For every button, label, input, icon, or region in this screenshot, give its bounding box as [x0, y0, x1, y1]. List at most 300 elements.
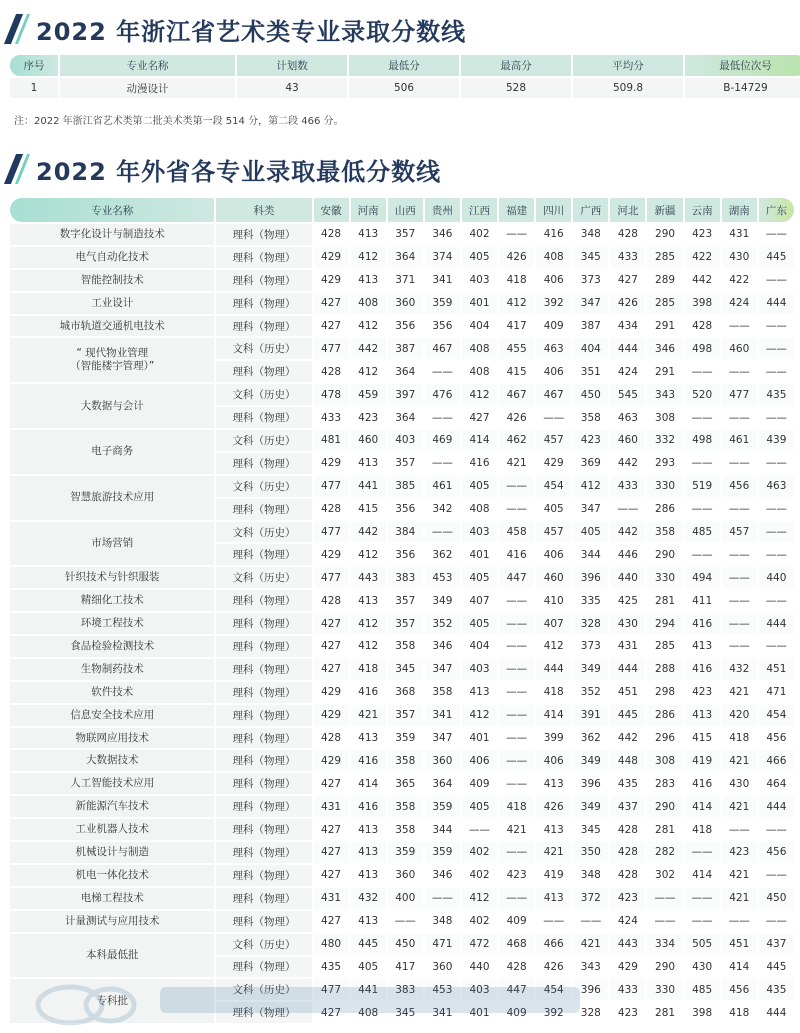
score-cell: 427: [314, 911, 349, 932]
score-cell: 435: [610, 773, 645, 794]
score-cell: 415: [499, 361, 534, 382]
score-cell: ——: [722, 911, 757, 932]
table-row: [10, 888, 794, 909]
major-name-cell: 数字化设计与制造技术: [10, 224, 214, 245]
table-row: [10, 613, 794, 634]
score-cell: 413: [351, 819, 386, 840]
score-cell: 418: [722, 1002, 757, 1023]
score-cell: 360: [388, 293, 423, 314]
score-cell: 418: [722, 728, 757, 749]
score-cell: ——: [759, 316, 794, 337]
column-header: 福建: [499, 198, 534, 222]
score-cell: 414: [351, 773, 386, 794]
score-cell: 405: [573, 522, 608, 543]
column-header: 云南: [685, 198, 720, 222]
column-header: 序号: [10, 55, 58, 76]
major-name-cell: 针织技术与针织服装: [10, 567, 214, 588]
major-name-cell: 智能控制技术: [10, 270, 214, 291]
score-cell: 431: [314, 888, 349, 909]
category-cell: 理科（物理）: [216, 865, 311, 886]
score-cell: 403: [462, 522, 497, 543]
score-cell: 442: [610, 522, 645, 543]
major-name-cell: 机械设计与制造: [10, 842, 214, 863]
score-cell: 414: [722, 957, 757, 978]
score-cell: 383: [388, 567, 423, 588]
major-name-cell: 本科最低批: [10, 934, 214, 978]
score-cell: ——: [759, 407, 794, 428]
score-cell: 427: [610, 270, 645, 291]
column-header: 科类: [216, 198, 311, 222]
score-cell: ——: [759, 911, 794, 932]
score-cell: 411: [685, 590, 720, 611]
score-cell: 450: [388, 934, 423, 955]
column-header: 专业名称: [60, 55, 235, 76]
score-cell: 341: [425, 1002, 460, 1023]
score-cell: 396: [573, 979, 608, 1000]
major-name-cell: 环境工程技术: [10, 613, 214, 634]
score-cell: ——: [722, 567, 757, 588]
score-cell: 400: [388, 888, 423, 909]
score-cell: ——: [722, 407, 757, 428]
table-row: [10, 224, 794, 245]
score-cell: ——: [499, 613, 534, 634]
score-cell: 481: [314, 430, 349, 451]
major-name-cell: 软件技术: [10, 682, 214, 703]
category-cell: 理科（物理）: [216, 957, 311, 978]
score-cell: ——: [499, 476, 534, 497]
score-cell: 421: [722, 888, 757, 909]
category-cell: 理科（物理）: [216, 659, 311, 680]
score-cell: 413: [536, 773, 571, 794]
score-cell: 291: [647, 316, 682, 337]
score-cell: 404: [462, 316, 497, 337]
table-row: [10, 476, 794, 497]
score-cell: 364: [388, 361, 423, 382]
score-cell: 412: [462, 384, 497, 405]
score-cell: 342: [425, 499, 460, 520]
category-cell: 文科（历史）: [216, 338, 311, 359]
score-cell: 383: [388, 979, 423, 1000]
table-row: [10, 911, 794, 932]
score-cell: 428: [314, 224, 349, 245]
score-cell: 328: [573, 1002, 608, 1023]
score-cell: 413: [685, 636, 720, 657]
table-cell: 动漫设计: [60, 78, 235, 98]
score-cell: 359: [388, 842, 423, 863]
score-cell: 330: [647, 476, 682, 497]
score-cell: 440: [759, 567, 794, 588]
score-cell: 431: [314, 796, 349, 817]
score-cell: ——: [499, 842, 534, 863]
score-cell: ——: [685, 499, 720, 520]
score-cell: 362: [425, 544, 460, 565]
score-cell: 408: [462, 361, 497, 382]
score-cell: ——: [759, 453, 794, 474]
category-cell: 文科（历史）: [216, 934, 311, 955]
column-header: 计划数: [237, 55, 347, 76]
score-cell: 422: [685, 247, 720, 268]
score-cell: 429: [314, 270, 349, 291]
score-cell: 392: [536, 1002, 571, 1023]
major-name-cell: 电子商务: [10, 430, 214, 474]
score-cell: 435: [759, 979, 794, 1000]
table-row: [10, 979, 794, 1000]
score-cell: 398: [685, 1002, 720, 1023]
score-cell: ——: [759, 522, 794, 543]
score-cell: 290: [647, 957, 682, 978]
score-cell: 444: [759, 293, 794, 314]
score-cell: ——: [759, 499, 794, 520]
table-row: [10, 636, 794, 657]
score-cell: 420: [722, 705, 757, 726]
score-cell: 468: [499, 934, 534, 955]
score-cell: 365: [388, 773, 423, 794]
score-cell: 423: [351, 407, 386, 428]
score-cell: 460: [536, 567, 571, 588]
score-cell: 343: [647, 384, 682, 405]
category-cell: 理科（物理）: [216, 1002, 311, 1023]
score-cell: 407: [536, 613, 571, 634]
score-cell: 444: [610, 338, 645, 359]
score-cell: 428: [314, 590, 349, 611]
category-cell: 理科（物理）: [216, 590, 311, 611]
score-cell: 349: [573, 659, 608, 680]
score-cell: 460: [351, 430, 386, 451]
score-cell: ——: [499, 728, 534, 749]
score-cell: 402: [462, 842, 497, 863]
score-cell: 405: [462, 796, 497, 817]
major-name-cell: 大数据与会计: [10, 384, 214, 428]
score-cell: 399: [536, 728, 571, 749]
column-header: 湖南: [722, 198, 757, 222]
score-cell: 418: [685, 819, 720, 840]
score-cell: 428: [314, 728, 349, 749]
score-cell: 447: [499, 979, 534, 1000]
score-cell: 352: [425, 613, 460, 634]
score-cell: 341: [425, 270, 460, 291]
score-cell: ——: [610, 499, 645, 520]
score-cell: 296: [647, 728, 682, 749]
score-cell: 356: [388, 316, 423, 337]
score-cell: 348: [573, 224, 608, 245]
score-cell: 412: [351, 361, 386, 382]
score-cell: 450: [759, 888, 794, 909]
score-cell: 498: [685, 430, 720, 451]
score-cell: 461: [722, 430, 757, 451]
score-cell: 428: [499, 957, 534, 978]
score-cell: 416: [499, 544, 534, 565]
score-cell: 404: [462, 636, 497, 657]
score-cell: 358: [388, 636, 423, 657]
score-cell: 416: [351, 796, 386, 817]
score-cell: 413: [536, 819, 571, 840]
score-cell: 396: [573, 567, 608, 588]
score-cell: 285: [647, 636, 682, 657]
category-cell: 理科（物理）: [216, 682, 311, 703]
score-cell: 392: [536, 293, 571, 314]
score-cell: 428: [610, 865, 645, 886]
score-cell: 412: [462, 705, 497, 726]
table-cell: 506: [349, 78, 459, 98]
score-cell: 418: [351, 659, 386, 680]
score-cell: 358: [388, 819, 423, 840]
score-cell: 442: [351, 338, 386, 359]
score-cell: 421: [573, 934, 608, 955]
score-cell: 451: [722, 934, 757, 955]
category-cell: 理科（物理）: [216, 224, 311, 245]
category-cell: 理科（物理）: [216, 270, 311, 291]
score-cell: 433: [314, 407, 349, 428]
score-cell: 421: [499, 453, 534, 474]
score-cell: 345: [388, 659, 423, 680]
section1-heading: [10, 10, 466, 48]
score-cell: ——: [722, 636, 757, 657]
score-cell: 404: [573, 338, 608, 359]
score-cell: 308: [647, 750, 682, 771]
score-cell: 443: [351, 567, 386, 588]
score-cell: ——: [425, 361, 460, 382]
score-cell: ——: [722, 544, 757, 565]
column-header: 河南: [351, 198, 386, 222]
score-cell: 358: [425, 682, 460, 703]
score-cell: 463: [610, 407, 645, 428]
score-cell: 348: [425, 911, 460, 932]
score-cell: 347: [425, 659, 460, 680]
score-cell: 421: [722, 865, 757, 886]
score-cell: 359: [425, 842, 460, 863]
category-cell: 理科（物理）: [216, 499, 311, 520]
score-cell: 351: [573, 361, 608, 382]
score-cell: ——: [722, 819, 757, 840]
score-cell: 421: [722, 750, 757, 771]
major-name-cell: 工业设计: [10, 293, 214, 314]
score-cell: ——: [759, 590, 794, 611]
score-cell: ——: [759, 270, 794, 291]
score-cell: 434: [610, 316, 645, 337]
score-cell: 429: [536, 453, 571, 474]
score-cell: 417: [499, 316, 534, 337]
score-cell: 416: [351, 682, 386, 703]
score-cell: ——: [722, 613, 757, 634]
score-cell: 467: [499, 384, 534, 405]
score-cell: 359: [425, 796, 460, 817]
category-cell: 文科（历史）: [216, 979, 311, 1000]
score-cell: 346: [425, 636, 460, 657]
score-cell: 426: [610, 293, 645, 314]
score-cell: 464: [759, 773, 794, 794]
score-cell: 480: [314, 934, 349, 955]
score-cell: 416: [685, 659, 720, 680]
score-cell: 428: [314, 499, 349, 520]
score-cell: 463: [759, 476, 794, 497]
score-cell: 358: [573, 407, 608, 428]
score-cell: 444: [759, 613, 794, 634]
score-cell: 358: [388, 796, 423, 817]
table-row: [10, 705, 794, 726]
score-cell: 412: [462, 888, 497, 909]
score-cell: 357: [388, 224, 423, 245]
score-cell: 426: [536, 796, 571, 817]
score-cell: 430: [610, 613, 645, 634]
score-cell: ——: [462, 819, 497, 840]
score-cell: ——: [759, 636, 794, 657]
score-cell: 346: [425, 224, 460, 245]
table-row: [10, 316, 794, 337]
score-cell: 369: [573, 453, 608, 474]
score-cell: ——: [685, 407, 720, 428]
score-cell: 426: [499, 407, 534, 428]
score-cell: 427: [314, 659, 349, 680]
score-cell: 347: [573, 293, 608, 314]
score-cell: 414: [685, 796, 720, 817]
major-name-cell: 智慧旅游技术应用: [10, 476, 214, 520]
column-header: 四川: [536, 198, 571, 222]
score-cell: ——: [759, 819, 794, 840]
score-cell: 413: [685, 705, 720, 726]
score-cell: 384: [388, 522, 423, 543]
score-cell: 412: [573, 476, 608, 497]
score-cell: 405: [462, 247, 497, 268]
score-cell: 285: [647, 293, 682, 314]
category-cell: 理科（物理）: [216, 773, 311, 794]
score-cell: 418: [536, 682, 571, 703]
score-cell: 359: [425, 293, 460, 314]
score-cell: 419: [685, 750, 720, 771]
column-header: 山西: [388, 198, 423, 222]
score-cell: 413: [351, 911, 386, 932]
column-header: 贵州: [425, 198, 460, 222]
score-cell: 416: [685, 613, 720, 634]
score-cell: 466: [536, 934, 571, 955]
score-cell: ——: [499, 224, 534, 245]
score-cell: 424: [610, 361, 645, 382]
score-cell: 413: [536, 888, 571, 909]
score-cell: 456: [722, 476, 757, 497]
score-cell: 360: [388, 865, 423, 886]
score-cell: 413: [351, 842, 386, 863]
major-name-cell: 城市轨道交通机电技术: [10, 316, 214, 337]
score-cell: 412: [351, 613, 386, 634]
score-cell: 408: [462, 338, 497, 359]
score-cell: 412: [351, 636, 386, 657]
major-name-cell: “ 现代物业管理 （智能楼宇管理）”: [10, 338, 214, 382]
score-cell: 460: [722, 338, 757, 359]
score-cell: 397: [388, 384, 423, 405]
score-cell: 430: [685, 957, 720, 978]
score-cell: 421: [499, 819, 534, 840]
score-cell: 477: [314, 522, 349, 543]
score-cell: 424: [722, 293, 757, 314]
table-row: [10, 522, 794, 543]
score-cell: 414: [462, 430, 497, 451]
out-of-province-score-table: [8, 196, 796, 1025]
score-cell: 430: [722, 773, 757, 794]
score-cell: 282: [647, 842, 682, 863]
score-cell: 431: [722, 224, 757, 245]
score-cell: 461: [425, 476, 460, 497]
score-cell: 368: [388, 682, 423, 703]
score-cell: 308: [647, 407, 682, 428]
score-cell: 406: [536, 544, 571, 565]
score-cell: 422: [722, 270, 757, 291]
score-cell: 407: [462, 590, 497, 611]
score-cell: 412: [536, 636, 571, 657]
category-cell: 理科（物理）: [216, 407, 311, 428]
score-cell: 429: [314, 682, 349, 703]
score-cell: ——: [499, 705, 534, 726]
score-cell: 427: [314, 865, 349, 886]
score-cell: 427: [314, 819, 349, 840]
score-cell: 345: [388, 1002, 423, 1023]
score-cell: 293: [647, 453, 682, 474]
score-cell: 423: [685, 224, 720, 245]
score-cell: 428: [610, 224, 645, 245]
score-cell: 444: [759, 1002, 794, 1023]
score-cell: 290: [647, 796, 682, 817]
table-row: [10, 865, 794, 886]
section1-note: 注：2022 年浙江省艺术类第二批美术类第一段 514 分，第二段 466 分。: [14, 116, 344, 127]
score-cell: ——: [759, 224, 794, 245]
score-cell: 406: [536, 361, 571, 382]
score-cell: 418: [499, 796, 534, 817]
score-cell: 405: [462, 613, 497, 634]
score-cell: 281: [647, 590, 682, 611]
major-name-cell: 人工智能技术应用: [10, 773, 214, 794]
score-cell: 416: [462, 453, 497, 474]
score-cell: 412: [351, 544, 386, 565]
score-cell: 358: [647, 522, 682, 543]
score-cell: 454: [759, 705, 794, 726]
table-cell: B-14729: [685, 78, 800, 98]
score-cell: 405: [462, 476, 497, 497]
score-cell: 332: [647, 430, 682, 451]
major-name-cell: 大数据技术: [10, 750, 214, 771]
score-cell: 358: [388, 750, 423, 771]
score-cell: 357: [388, 705, 423, 726]
table-cell: 43: [237, 78, 347, 98]
score-cell: 485: [685, 979, 720, 1000]
major-name-cell: 工业机器人技术: [10, 819, 214, 840]
score-cell: 432: [351, 888, 386, 909]
score-cell: 429: [314, 544, 349, 565]
score-cell: 430: [722, 247, 757, 268]
score-cell: 406: [462, 750, 497, 771]
score-cell: 341: [425, 705, 460, 726]
score-cell: 413: [351, 453, 386, 474]
score-cell: 443: [610, 934, 645, 955]
score-cell: 427: [314, 842, 349, 863]
score-cell: 427: [462, 407, 497, 428]
category-cell: 文科（历史）: [216, 430, 311, 451]
score-cell: 440: [610, 567, 645, 588]
score-cell: ——: [536, 911, 571, 932]
score-cell: ——: [499, 773, 534, 794]
score-cell: 402: [462, 224, 497, 245]
score-cell: 441: [351, 476, 386, 497]
score-cell: ——: [536, 407, 571, 428]
score-cell: 428: [610, 842, 645, 863]
score-cell: 343: [573, 957, 608, 978]
table-row: [10, 728, 794, 749]
score-cell: 432: [722, 659, 757, 680]
category-cell: 文科（历史）: [216, 522, 311, 543]
score-cell: 349: [425, 590, 460, 611]
score-cell: 456: [759, 842, 794, 863]
score-cell: 431: [610, 636, 645, 657]
major-name-cell: 新能源汽车技术: [10, 796, 214, 817]
score-cell: 414: [685, 865, 720, 886]
score-cell: 408: [351, 293, 386, 314]
